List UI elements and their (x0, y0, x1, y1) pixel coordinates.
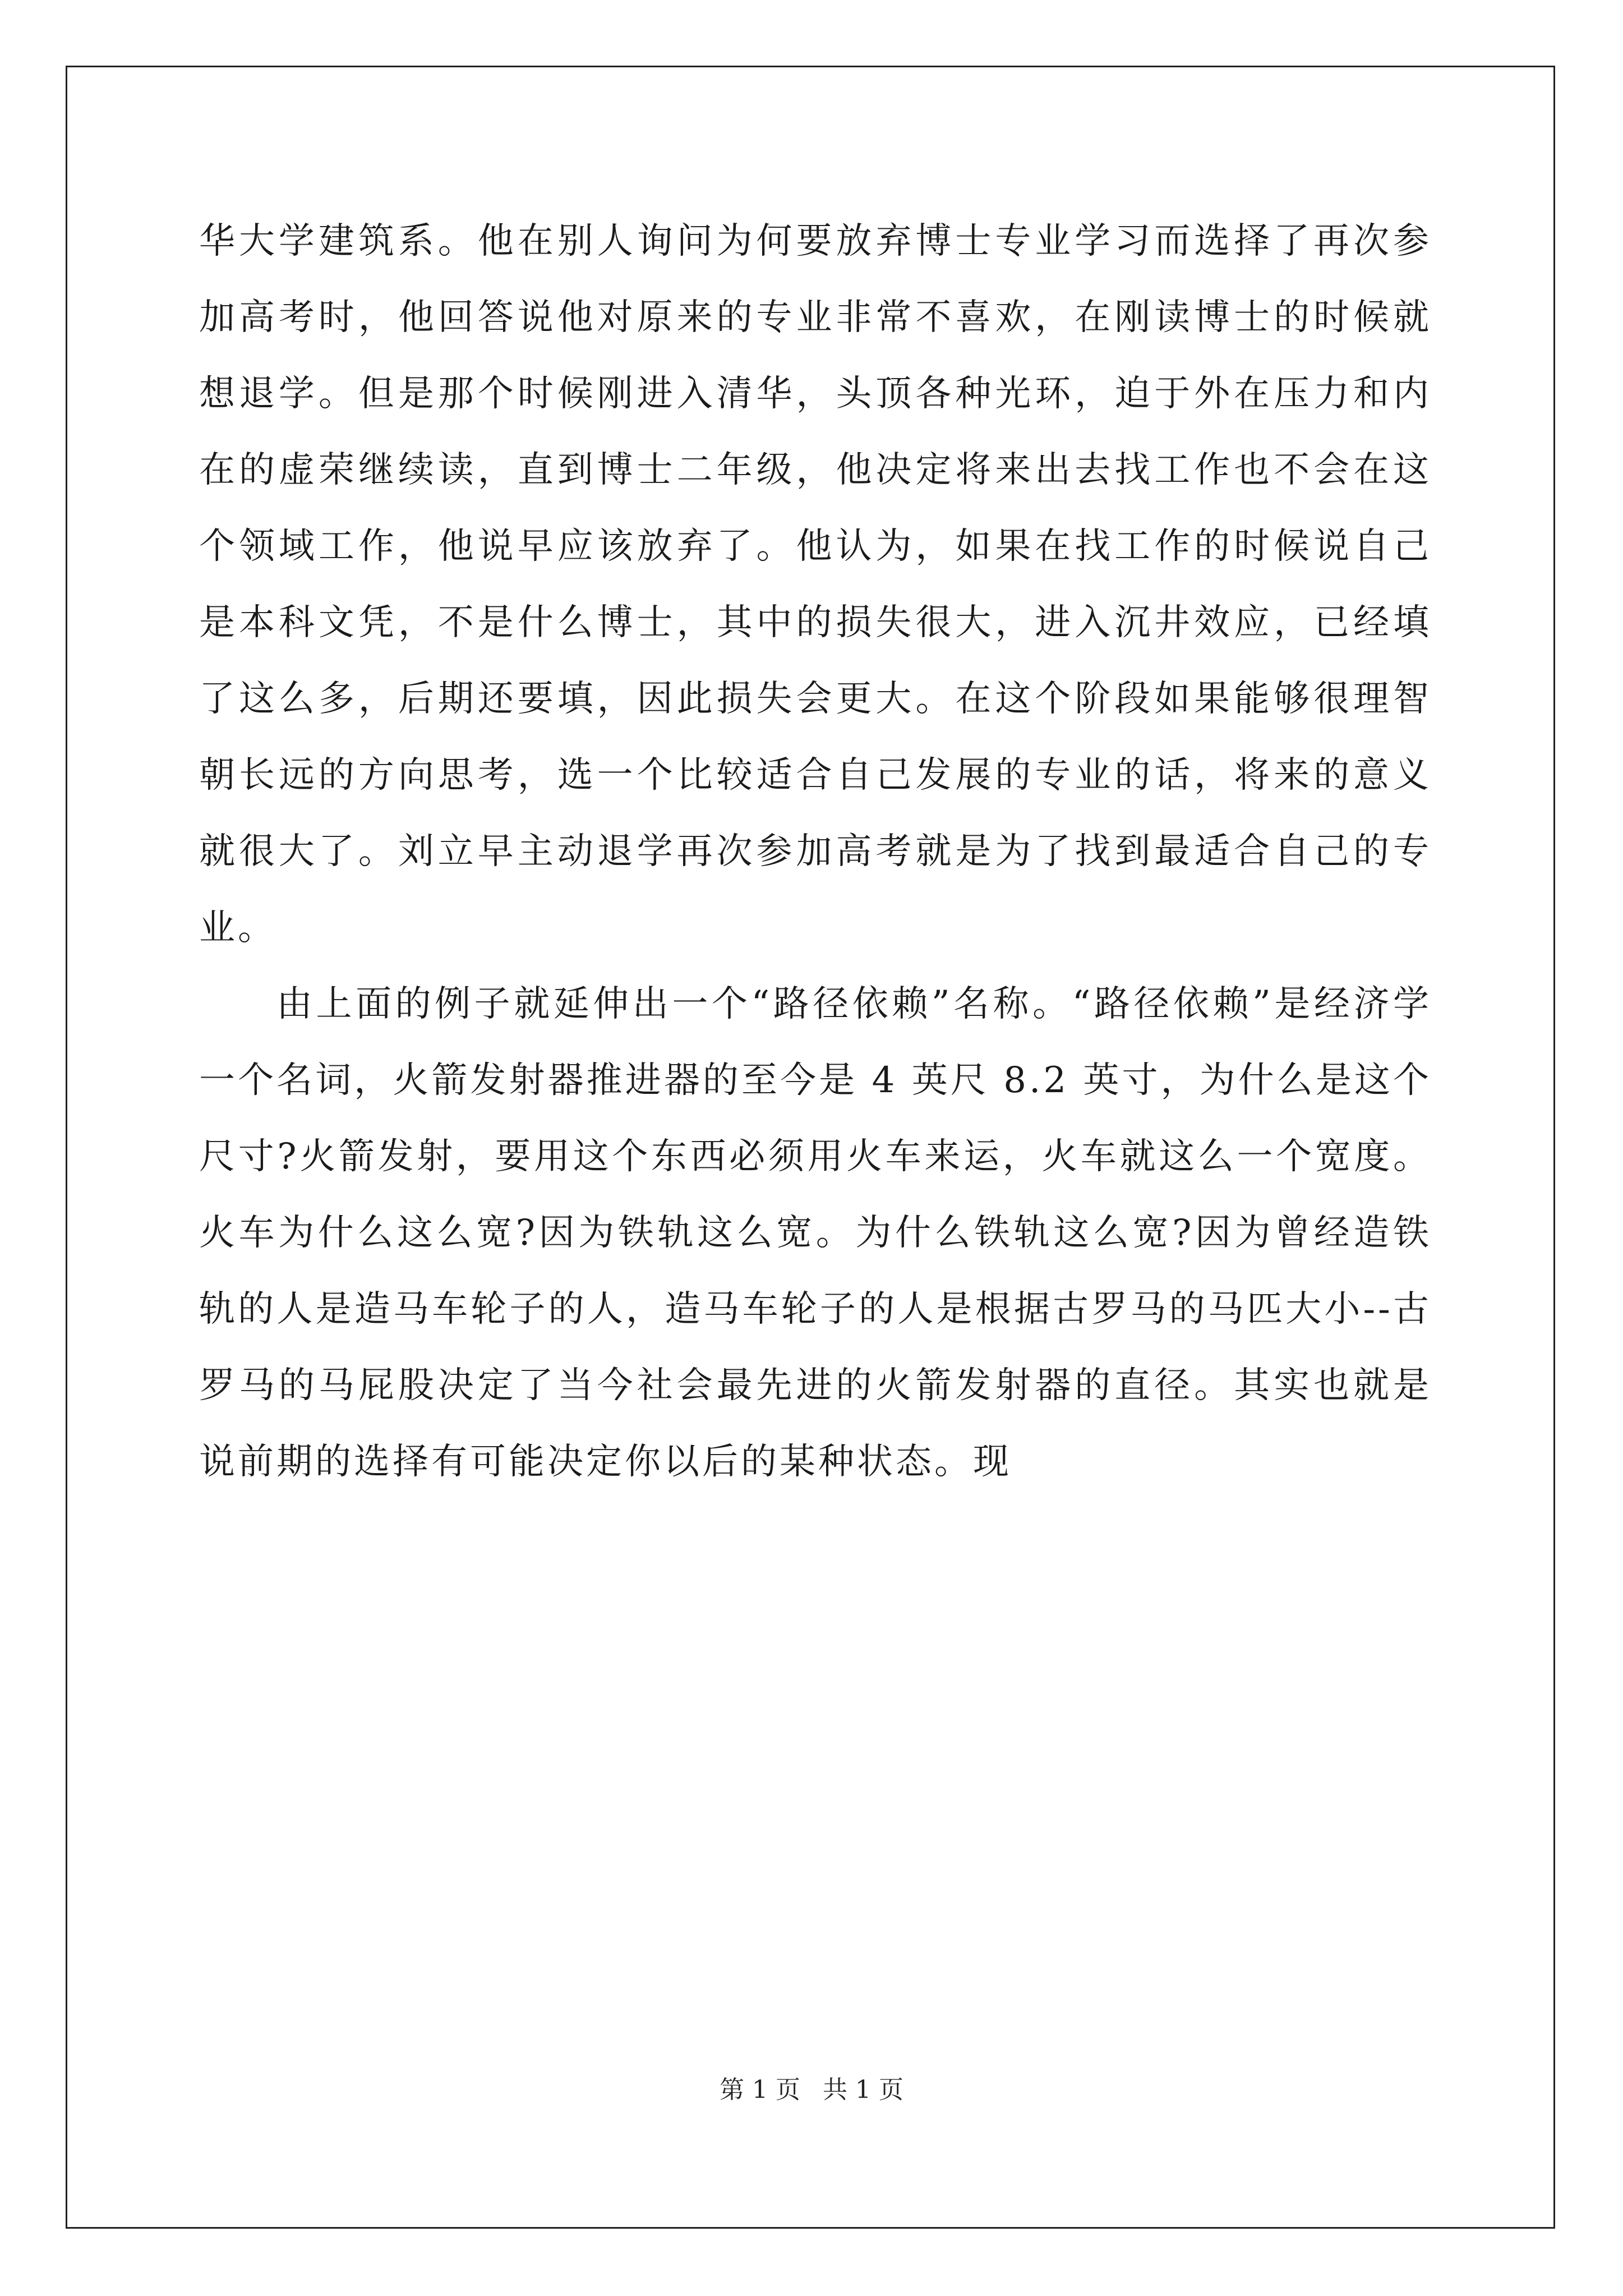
paragraph-1: 华大学建筑系。他在别人询问为何要放弃博士专业学习而选择了再次参加高考时，他回答说他对原来的专业非常不喜欢，在刚读博士的时候就想退学。但是那个时候刚进入清华，头顶各种光环，迫于外在压力和内在的虚荣继续读，直到博士二年级，他决定将来出去找工作也不会在这个领域工作，他说早应该放弃了。他认为，如果在找工作的时候说自己是本科文凭，不是什么博士，其中的损失很大，进入沉井效应，已经填了这么多，后期还要填，因此损失会更大。在这个阶段如果能够很理智朝长远的方向思考，选一个比较适合自己发展的专业的话，将来的意义就很大了。刘立早主动退学再次参加高考就是为了找到最适合自己的专业。 (199, 220, 1432, 949)
paragraph-2: 由上面的例子就延伸出一个“路径依赖”名称。“路径依赖”是经济学一个名词，火箭发射器推进器的至今是 4 英尺 8.2 英寸，为什么是这个尺寸?火箭发射，要用这个东西必须用火车来运，火车就这么一个宽度。火车为什么这么宽?因为铁轨这么宽。为什么铁轨这么宽?因为曾经造铁轨的人是造马车轮子的人，造马车轮子的人是根据古罗马的马匹大小--古罗马的马屁股决定了当今社会最先进的火箭发射器的直径。其实也就是说前期的选择有可能决定你以后的某种状态。现 (199, 983, 1432, 1483)
document-body (199, 203, 1432, 2054)
page-number: 第 1 页 (720, 2076, 800, 2104)
page-footer (0, 2074, 1623, 2106)
page-total: 共 1 页 (823, 2076, 903, 2104)
